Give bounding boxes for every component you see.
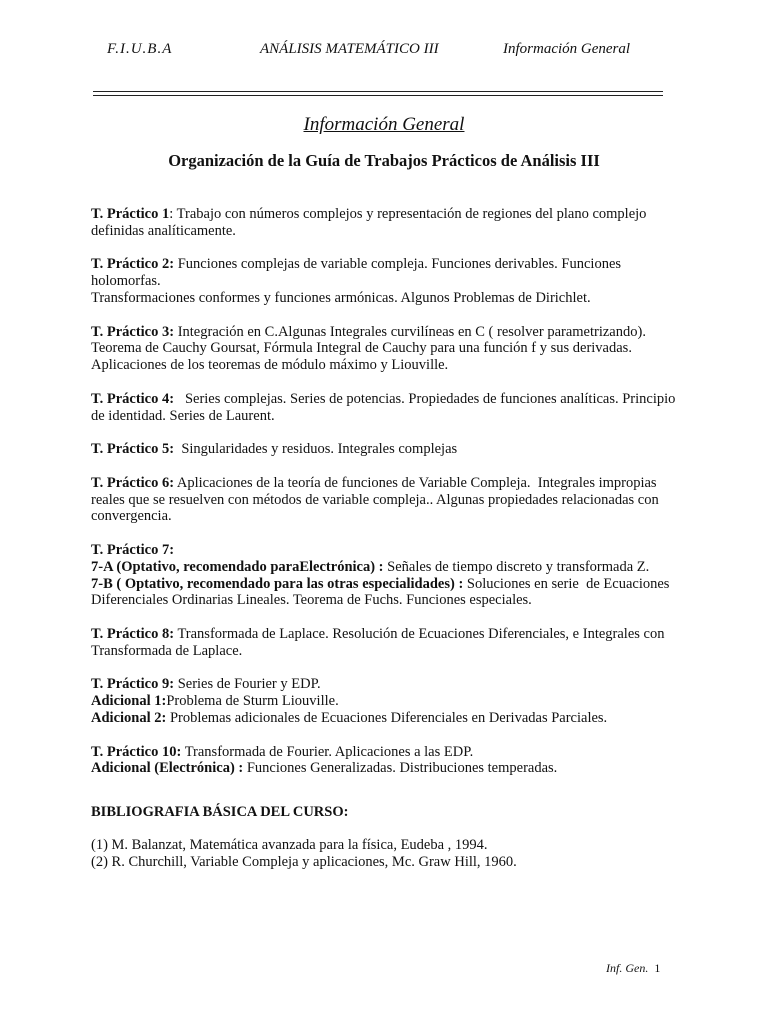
section-gap	[91, 794, 681, 804]
practico-line	[91, 206, 681, 240]
document-title: Información General	[303, 114, 465, 135]
practico-line	[91, 475, 681, 525]
practico-paragraph	[91, 441, 681, 458]
practico-text: Funciones Generalizadas. Distribuciones temperadas.	[243, 760, 558, 777]
practico-text: Aplicaciones de la teoría de funciones de Variable Compleja. Integrales impropias reales que se resuelven con métodos de variable compleja.. Algunas propiedades relacionadas con convergencia.	[91, 474, 663, 525]
bibliography-heading: BIBLIOGRAFIA BÁSICA DEL CURSO:	[91, 803, 349, 820]
practico-label: T. Práctico 1	[91, 206, 170, 222]
practico-label: T. Práctico 10:	[91, 743, 182, 760]
page-footer	[606, 961, 660, 976]
practico-paragraph	[91, 626, 681, 660]
practico-paragraph	[91, 676, 681, 726]
practicos-list	[91, 206, 681, 777]
practico-paragraph	[91, 542, 681, 609]
header-faculty: F.I.U.B.A	[107, 41, 173, 57]
practico-label: T. Práctico 4:	[91, 390, 175, 407]
practico-text: Soluciones en serie de Ecuaciones Diferenciales Ordinarias Lineales. Teorema de Fuchs. Funciones especiales.	[91, 575, 674, 609]
page-number: 1	[654, 961, 661, 975]
practico-label: T. Práctico 9:	[91, 676, 175, 693]
bibliography-list	[91, 837, 681, 871]
header-course: ANÁLISIS MATEMÁTICO III	[260, 41, 439, 57]
practico-label: Adicional (Electrónica) :	[91, 760, 244, 777]
practico-line	[91, 676, 681, 693]
practico-paragraph	[91, 324, 681, 374]
practico-label: 7-B ( Optativo, recomendado para las otras especialidades) :	[91, 575, 464, 592]
document-body	[91, 206, 681, 871]
practico-line	[91, 357, 681, 374]
practico-text: Integración en C.Algunas Integrales curvilíneas en C ( resolver parametrizando).	[174, 323, 646, 340]
practico-line	[91, 290, 681, 307]
header-section: Información General	[503, 41, 631, 57]
practico-line	[91, 559, 681, 576]
practico-label: T. Práctico 2:	[91, 256, 175, 273]
practico-text: Teorema de Cauchy Goursat, Fórmula Integral de Cauchy para una función f y sus derivadas.	[91, 340, 632, 357]
practico-label: 7-A (Optativo, recomendado paraElectrónica) :	[91, 558, 384, 575]
header-rule-top	[93, 91, 663, 92]
practico-text: Transformada de Laplace. Resolución de Ecuaciones Diferenciales, e Integrales con Transformada de Laplace.	[91, 625, 668, 659]
practico-line	[91, 542, 681, 559]
header-rule-bottom	[93, 95, 663, 96]
practico-text: Funciones complejas de variable compleja. Funciones derivables. Funciones holomorfas.	[91, 256, 625, 290]
practico-text: Singularidades y residuos. Integrales complejas	[174, 441, 458, 458]
practico-label: T. Práctico 5:	[91, 441, 175, 458]
practico-text: : Trabajo con números complejos y representación de regiones del plano complejo definidas analíticamente.	[91, 206, 651, 239]
practico-line	[91, 626, 681, 660]
practico-line	[91, 441, 681, 458]
practico-paragraph	[91, 744, 681, 778]
practico-text: Transformaciones conformes y funciones armónicas. Algunos Problemas de Dirichlet.	[91, 289, 591, 306]
practico-text: Problema de Sturm Liouville.	[166, 693, 339, 710]
practico-paragraph	[91, 256, 681, 306]
practico-label: T. Práctico 7:	[91, 541, 175, 558]
practico-text: Transformada de Fourier. Aplicaciones a las EDP.	[181, 743, 474, 760]
bibliography-item: (2) R. Churchill, Variable Compleja y aplicaciones, Mc. Graw Hill, 1960.	[91, 854, 517, 871]
practico-label: T. Práctico 3:	[91, 323, 175, 340]
practico-line	[91, 324, 681, 341]
practico-text: Series complejas. Series de potencias. Propiedades de funciones analíticas. Principio de identidad. Series de Laurent.	[91, 390, 680, 424]
footer-label: Inf. Gen.	[606, 961, 649, 975]
practico-line	[91, 710, 681, 727]
practico-line	[91, 391, 681, 425]
practico-text: Series de Fourier y EDP.	[174, 676, 321, 693]
practico-text: Señales de tiempo discreto y transformada Z.	[383, 558, 650, 575]
bibliography-item: (1) M. Balanzat, Matemática avanzada para la física, Eudeba , 1994.	[91, 837, 488, 854]
practico-paragraph	[91, 475, 681, 525]
practico-text: Problemas adicionales de Ecuaciones Diferenciales en Derivadas Parciales.	[166, 709, 608, 726]
practico-text: Aplicaciones de los teoremas de módulo máximo y Liouville.	[91, 357, 449, 374]
practico-line	[91, 256, 681, 290]
practico-paragraph	[91, 206, 681, 240]
document-subtitle: Organización de la Guía de Trabajos Prácticos de Análisis III	[168, 151, 600, 170]
practico-paragraph	[91, 391, 681, 425]
practico-line	[91, 744, 681, 761]
practico-line	[91, 760, 681, 777]
practico-label: T. Práctico 8:	[91, 625, 175, 642]
practico-line	[91, 576, 681, 610]
practico-label: Adicional 2:	[91, 709, 167, 726]
practico-label: T. Práctico 6:	[91, 474, 175, 491]
practico-line	[91, 693, 681, 710]
practico-line	[91, 340, 681, 357]
practico-label: Adicional 1:	[91, 693, 167, 710]
